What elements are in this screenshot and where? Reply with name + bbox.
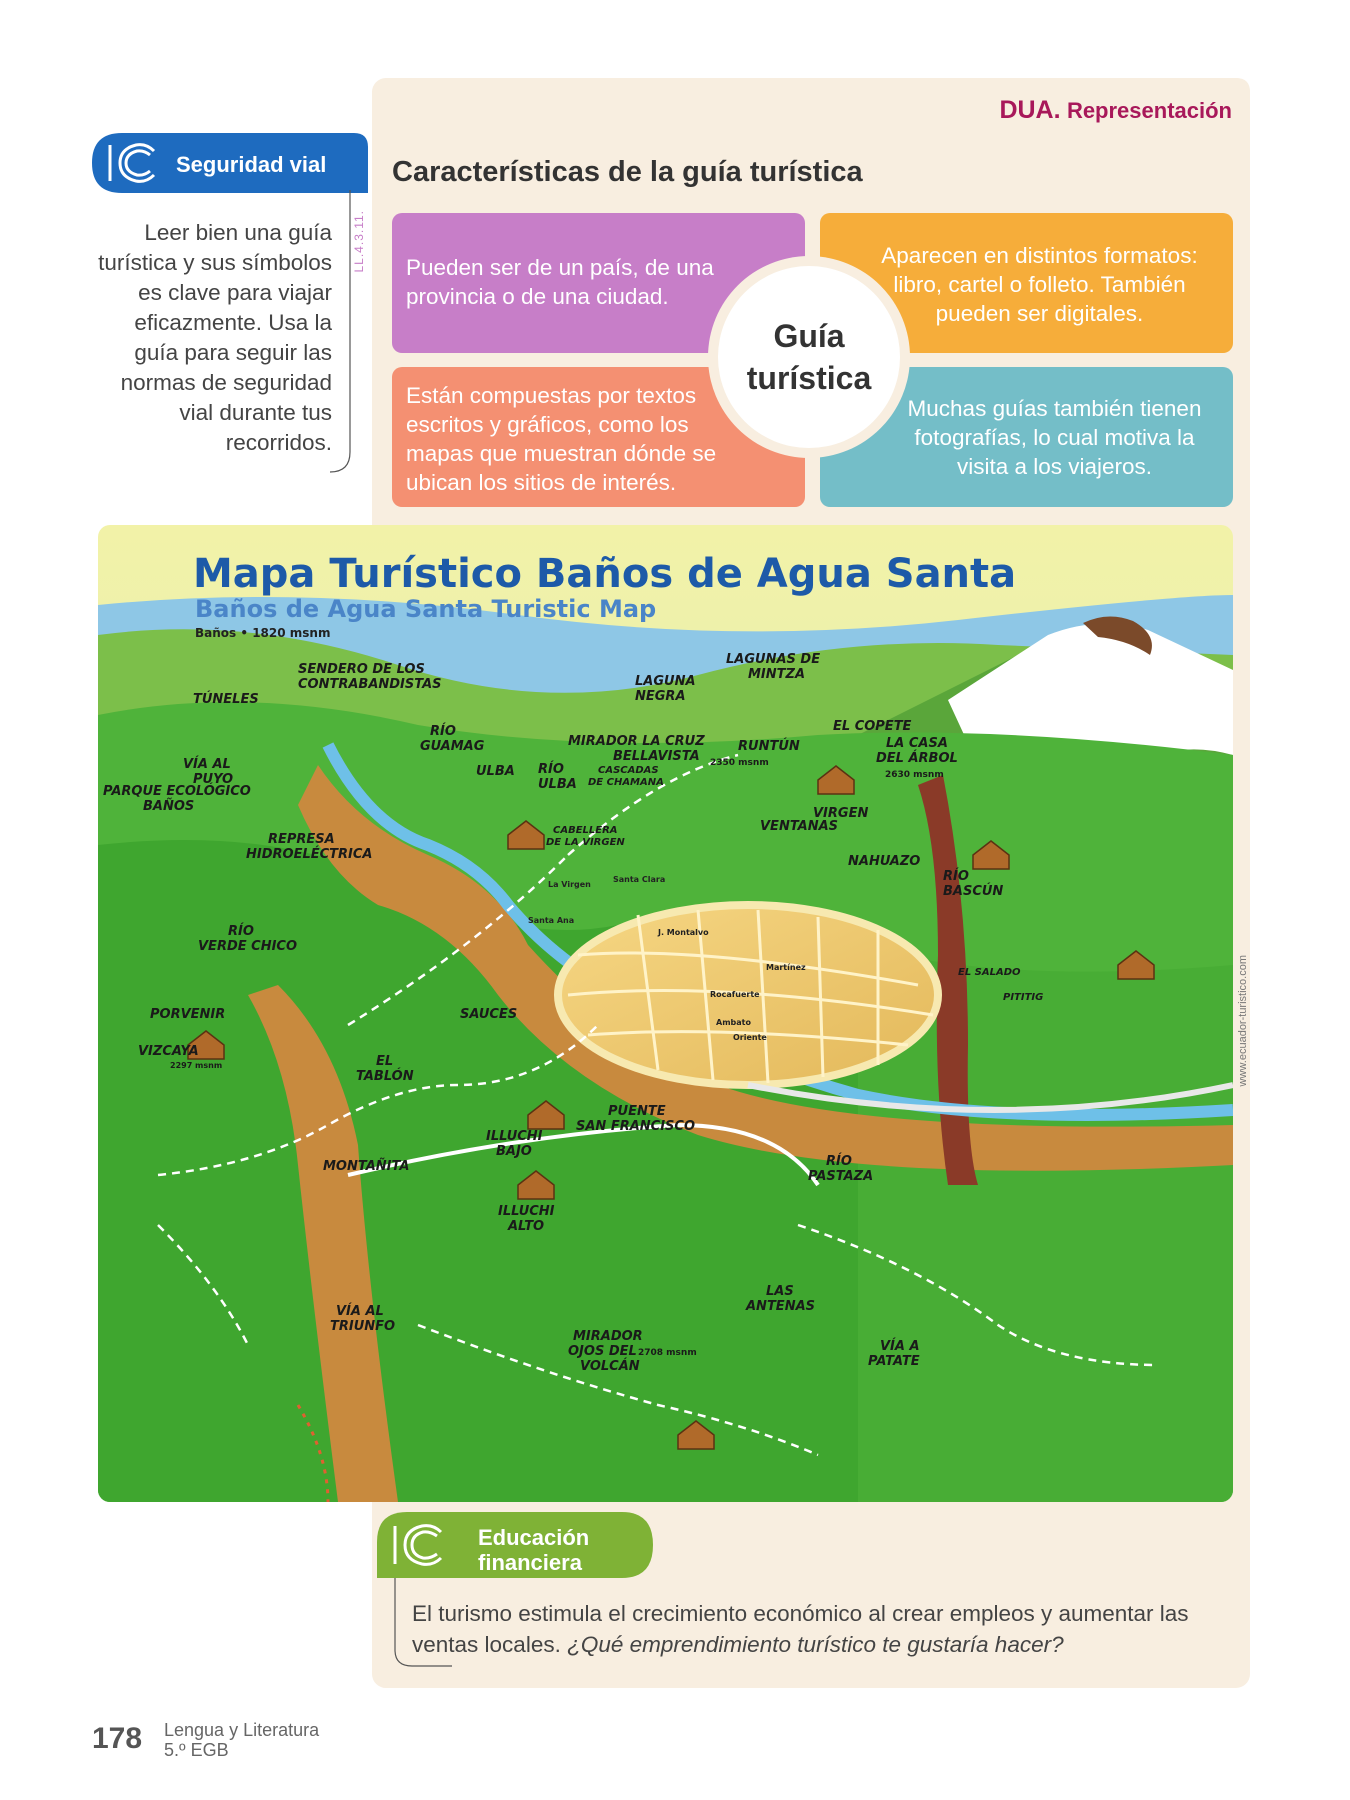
map-label-via-patate: VÍA A	[880, 1339, 920, 1354]
map-label-porvenir: PORVENIR	[150, 1007, 226, 1022]
ic-title-seguridad-vial: Seguridad vial	[176, 152, 327, 177]
map-label-parque: PARQUE ECOLÓGICO	[103, 784, 251, 799]
map-altitude: Baños • 1820 msnm	[195, 626, 331, 640]
map-label-via-puyo-2: PUYO	[193, 772, 234, 787]
seguridad-vial-text: Leer bien una guía turística y sus símbolos es clave para viajar eficazmente. Usa la guía para seguir las normas de seguridad vial durante tus recorridos.	[98, 220, 332, 455]
footer-subject	[164, 1720, 319, 1760]
map-label-vizcaya: VIZCAYA	[138, 1044, 199, 1059]
center-concept-line2: turística	[746, 360, 872, 396]
map-label-tablon-2: TABLÓN	[356, 1069, 414, 1084]
financial-statement: El turismo estimula el crecimiento económico al crear empleos y aumentar las ventas locales.	[412, 1601, 1189, 1657]
map-label-pititig: PITITIG	[1003, 992, 1044, 1003]
map-label-laguna-negra-2: NEGRA	[635, 689, 686, 704]
map-label-sendero-2: CONTRABANDISTAS	[298, 677, 442, 692]
map-label-ulba: ULBA	[476, 764, 515, 779]
map-label-nahuazo: NAHUAZO	[848, 854, 921, 869]
map-label-via-triunfo-2: TRIUNFO	[330, 1319, 396, 1334]
dua-label: Representación	[1066, 98, 1232, 123]
map-label-cabellera: CABELLERA	[553, 825, 618, 836]
map-label-mirador-cruz-2: BELLAVISTA	[613, 749, 700, 764]
map-label-antenas-2: ANTENAS	[746, 1299, 815, 1314]
financial-question: ¿Qué emprendimiento turístico te gustaría hacer?	[567, 1632, 1064, 1657]
map-label-montanita: MONTAÑITA	[323, 1159, 410, 1174]
feature-box-formats: Aparecen en distintos formatos: libro, cartel o folleto. También pueden ser digitales.	[820, 213, 1233, 353]
map-label-via-patate-2: PATATE	[868, 1354, 920, 1369]
map-label-mirador-alt: 2708 msnm	[638, 1348, 697, 1358]
map-label-ambato: Ambato	[716, 1018, 751, 1027]
map-label-mirador-volcan: MIRADOR	[573, 1329, 643, 1344]
footer-grade: 5.º EGB	[164, 1740, 229, 1760]
map-label-rio-ulba-2: ULBA	[538, 777, 577, 792]
map-label-cascadas: CASCADAS	[598, 765, 659, 776]
map-label-lagunas-mintza: LAGUNAS DE	[726, 652, 821, 667]
map-label-casa-alt: 2630 msnm	[885, 770, 944, 780]
tourist-map	[98, 525, 1233, 1502]
map-label-tuneles: TÚNELES	[193, 692, 259, 707]
map-label-vizcaya-alt: 2297 msnm	[170, 1061, 223, 1070]
page-number: 178	[92, 1722, 143, 1755]
sidebar-frame-line	[330, 190, 354, 475]
ic-title-line1: Educación	[478, 1525, 590, 1550]
map-label-casa-arbol: LA CASA	[886, 736, 948, 751]
map-label-virgen: VIRGEN	[813, 806, 869, 821]
map-label-martinez: Martínez	[766, 963, 806, 972]
map-label-rio-verde-2: VERDE CHICO	[198, 939, 297, 954]
map-label-sendero: SENDERO DE LOS	[298, 662, 425, 677]
map-label-rio-guamag-2: GUAMAG	[420, 739, 485, 754]
map-label-montalvo: J. Montalvo	[658, 928, 709, 937]
map-label-casa-arbol-2: DEL ÁRBOL	[876, 751, 958, 766]
map-label-oriente: Oriente	[733, 1033, 767, 1042]
map-label-ventanas: VENTANAS	[760, 819, 839, 834]
center-concept-circle	[718, 266, 900, 448]
section-title: Características de la guía turística	[392, 156, 863, 188]
map-label-copete: EL COPETE	[833, 719, 912, 734]
map-watermark: www.ecuador-turistico.com	[1237, 955, 1249, 1087]
map-label-puente-2: SAN FRANCISCO	[576, 1119, 695, 1134]
map-label-puente: PUENTE	[608, 1104, 666, 1119]
map-label-runton-alt: 2350 msnm	[710, 758, 769, 768]
map-label-rio-ulba: RÍO	[538, 762, 564, 777]
center-concept-line1: Guía	[773, 318, 845, 354]
map-label-tablon: EL	[376, 1054, 394, 1069]
map-label-rio-guamag: RÍO	[430, 724, 456, 739]
map-label-antenas: LAS	[766, 1284, 794, 1299]
map-label-laguna-negra: LAGUNA	[635, 674, 696, 689]
ic-title-educacion-financiera	[478, 1525, 589, 1575]
feature-box-scope: Pueden ser de un país, de una provincia o de una ciudad.	[392, 213, 805, 353]
dua-header	[999, 96, 1232, 125]
map-label-illuchi-alto: ILLUCHI	[498, 1204, 555, 1219]
map-label-santa-clara: Santa Clara	[613, 875, 666, 884]
map-label-salado: EL SALADO	[958, 967, 1021, 978]
map-label-runton: RUNTÚN	[738, 739, 800, 754]
map-label-santa-ana: Santa Ana	[528, 916, 575, 925]
financial-text	[412, 1598, 1202, 1660]
map-label-illuchi-bajo: ILLUCHI	[486, 1129, 543, 1144]
map-label-rio-bascun-2: BASCÚN	[943, 884, 1004, 899]
map-label-rio-pastaza: RÍO	[826, 1154, 852, 1169]
map-label-via-puyo: VÍA AL	[183, 757, 231, 772]
dua-prefix: DUA.	[999, 96, 1061, 124]
map-label-mirador-cruz: MIRADOR LA CRUZ	[568, 734, 705, 749]
map-label-illuchi-alto-2: ALTO	[508, 1219, 545, 1234]
ic-title-line2: financiera	[478, 1550, 582, 1575]
map-label-lagunas-mintza-2: MINTZA	[748, 667, 806, 682]
map-label-parque-2: BAÑOS	[143, 799, 195, 814]
map-label-la-virgen: La Virgen	[548, 880, 591, 889]
map-label-via-triunfo: VÍA AL	[336, 1304, 384, 1319]
map-label-rio-bascun: RÍO	[943, 869, 969, 884]
curriculum-code: LL.4.3.11.	[352, 210, 366, 273]
map-label-rio-verde: RÍO	[228, 924, 254, 939]
footer-subject-name: Lengua y Literatura	[164, 1720, 320, 1740]
map-label-mirador-volcan-3: VOLCÁN	[580, 1359, 640, 1374]
feature-box-photos: Muchas guías también tienen fotografías, lo cual motiva la visita a los viajeros.	[820, 367, 1233, 507]
map-label-illuchi-bajo-2: BAJO	[496, 1144, 532, 1159]
map-label-sauces: SAUCES	[460, 1007, 518, 1022]
map-label-cascadas-2: DE CHAMANA	[588, 777, 664, 788]
map-label-rocafuerte: Rocafuerte	[710, 990, 760, 999]
map-label-rio-pastaza-2: PASTAZA	[808, 1169, 874, 1184]
map-label-represa-2: HIDROELÉCTRICA	[246, 847, 373, 862]
map-subtitle: Baños de Agua Santa Turistic Map	[195, 595, 657, 623]
feature-box-contents: Están compuestas por textos escritos y gráficos, como los mapas que muestran dónde se ubican los sitios de interés.	[392, 367, 805, 507]
map-label-mirador-volcan-2: OJOS DEL	[568, 1344, 637, 1359]
map-title: Mapa Turístico Baños de Agua Santa	[193, 551, 1017, 597]
map-label-represa: REPRESA	[268, 832, 335, 847]
map-label-cabellera-2: DE LA VIRGEN	[546, 837, 625, 848]
